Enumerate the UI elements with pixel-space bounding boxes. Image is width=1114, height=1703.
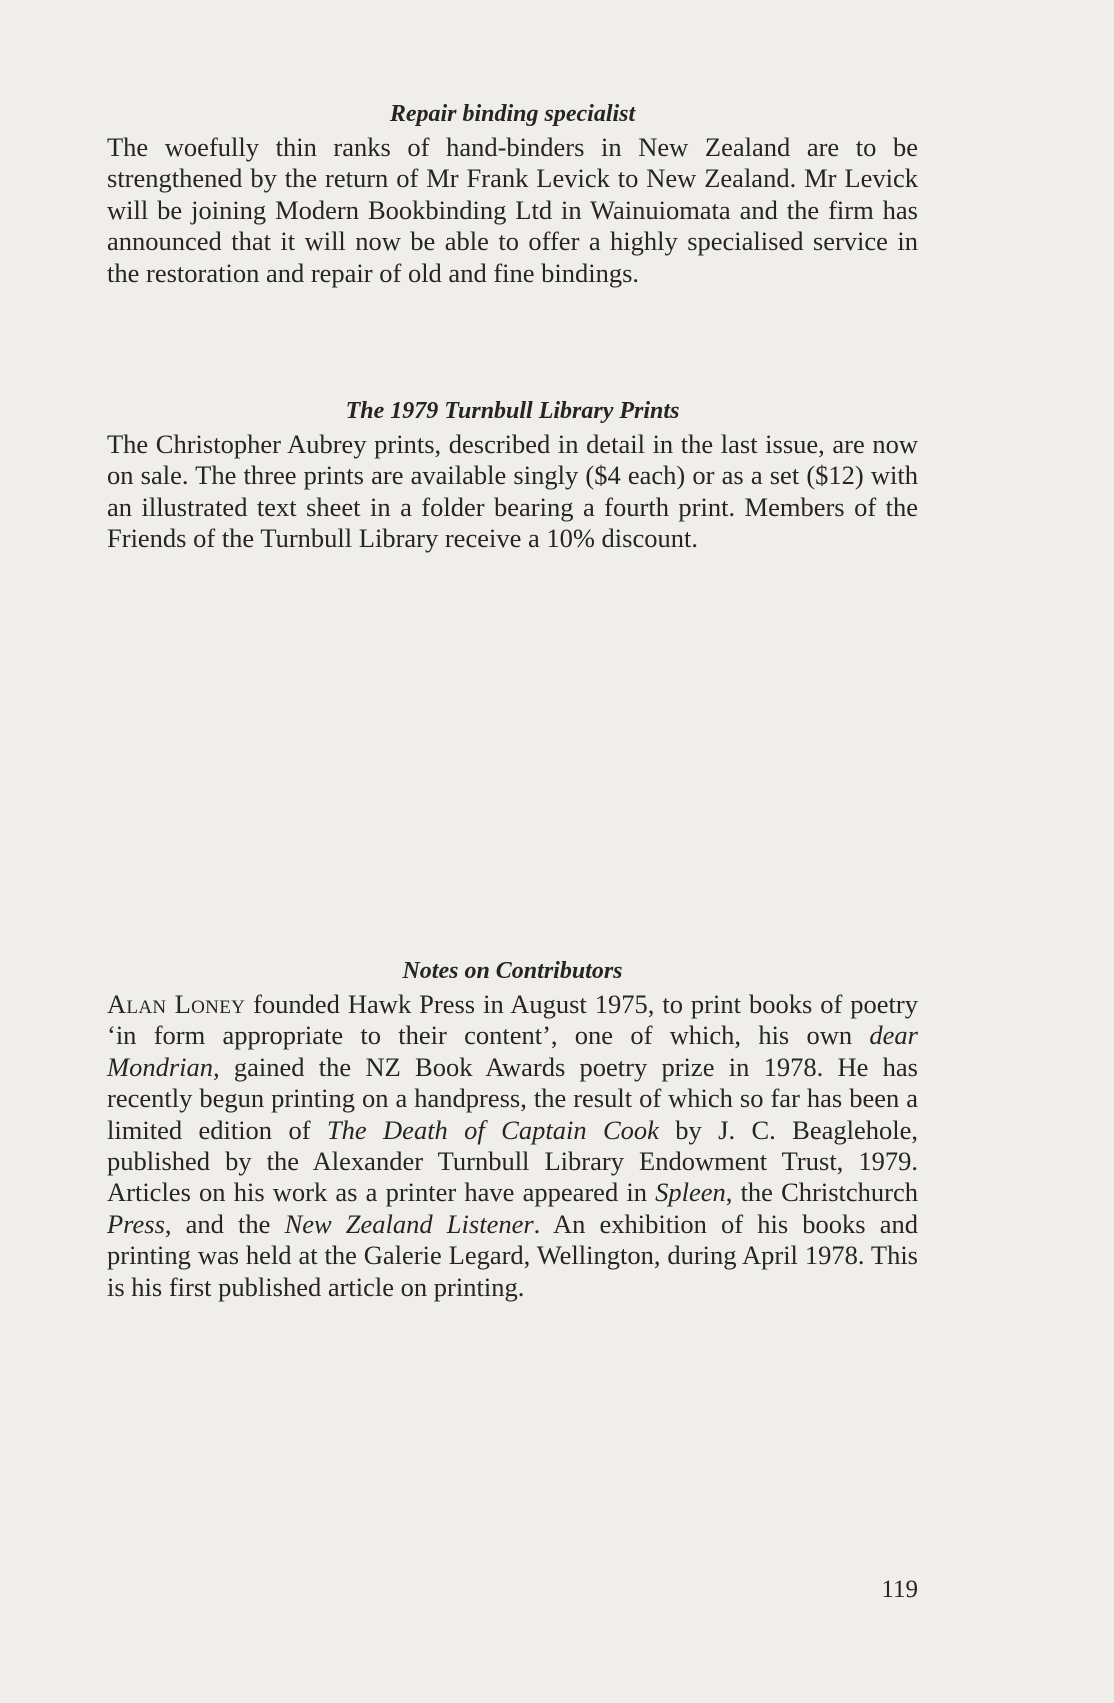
entry-text: founded Hawk Press in August 1975, to print books of poetry ‘in form appropriate to their content’, one of which, his own: [107, 989, 918, 1051]
publication-title: New Zealand Listener: [284, 1208, 534, 1239]
section-repair-binding: [107, 98, 918, 289]
contributor-name: Alan Loney: [107, 989, 246, 1019]
entry-text: . An exhibition of his books and printing was held at the Galerie Legard, Wellington, during April 1978. This is his first published article on printing.: [107, 1208, 919, 1302]
entry-text: , and the: [164, 1208, 285, 1239]
page-number: 119: [881, 1576, 918, 1603]
section-turnbull-prints: [107, 395, 918, 555]
section-notes-on-contributors: [107, 955, 918, 1303]
section-body: The Christopher Aubrey prints, described in detail in the last issue, are now on sale. The three prints are available singly ($4 each) or as a set ($12) with an illustrated text sheet in a folder bearing a fourth print. Members of the Friends of the Turnbull Library receive a 10% discount.: [107, 429, 918, 554]
section-heading: Notes on Contributors: [402, 958, 623, 984]
book-title: The Death of Captain Cook: [326, 1114, 659, 1145]
contributor-entry: [107, 989, 918, 1303]
section-heading: Repair binding specialist: [389, 101, 636, 127]
publication-title: Spleen: [655, 1177, 726, 1208]
publication-title: Press: [107, 1208, 165, 1239]
section-heading: The 1979 Turnbull Library Prints: [345, 398, 680, 424]
section-body: The woefully thin ranks of hand-binders in New Zealand are to be strengthened by the return of Mr Frank Levick to New Zealand. Mr Levick will be joining Modern Bookbinding Ltd in Wainuiomata and the firm has announced that it will now be able to offer a highly specialised service in the restoration and repair of old and fine bindings.: [107, 132, 918, 288]
book-title: dear Mondrian,: [107, 1020, 918, 1082]
entry-text: by J. C. Beaglehole, published by the Alexander Turnbull Library Endowment Trust, 1979. Articles on his work as a printer have appeared in: [107, 1114, 919, 1208]
entry-text: gained the NZ Book Awards poetry prize in 1978. He has recently begun printing on a handpress, the result of which so far has been a limited edition of: [107, 1051, 918, 1145]
entry-text: , the Christchurch: [725, 1177, 918, 1208]
